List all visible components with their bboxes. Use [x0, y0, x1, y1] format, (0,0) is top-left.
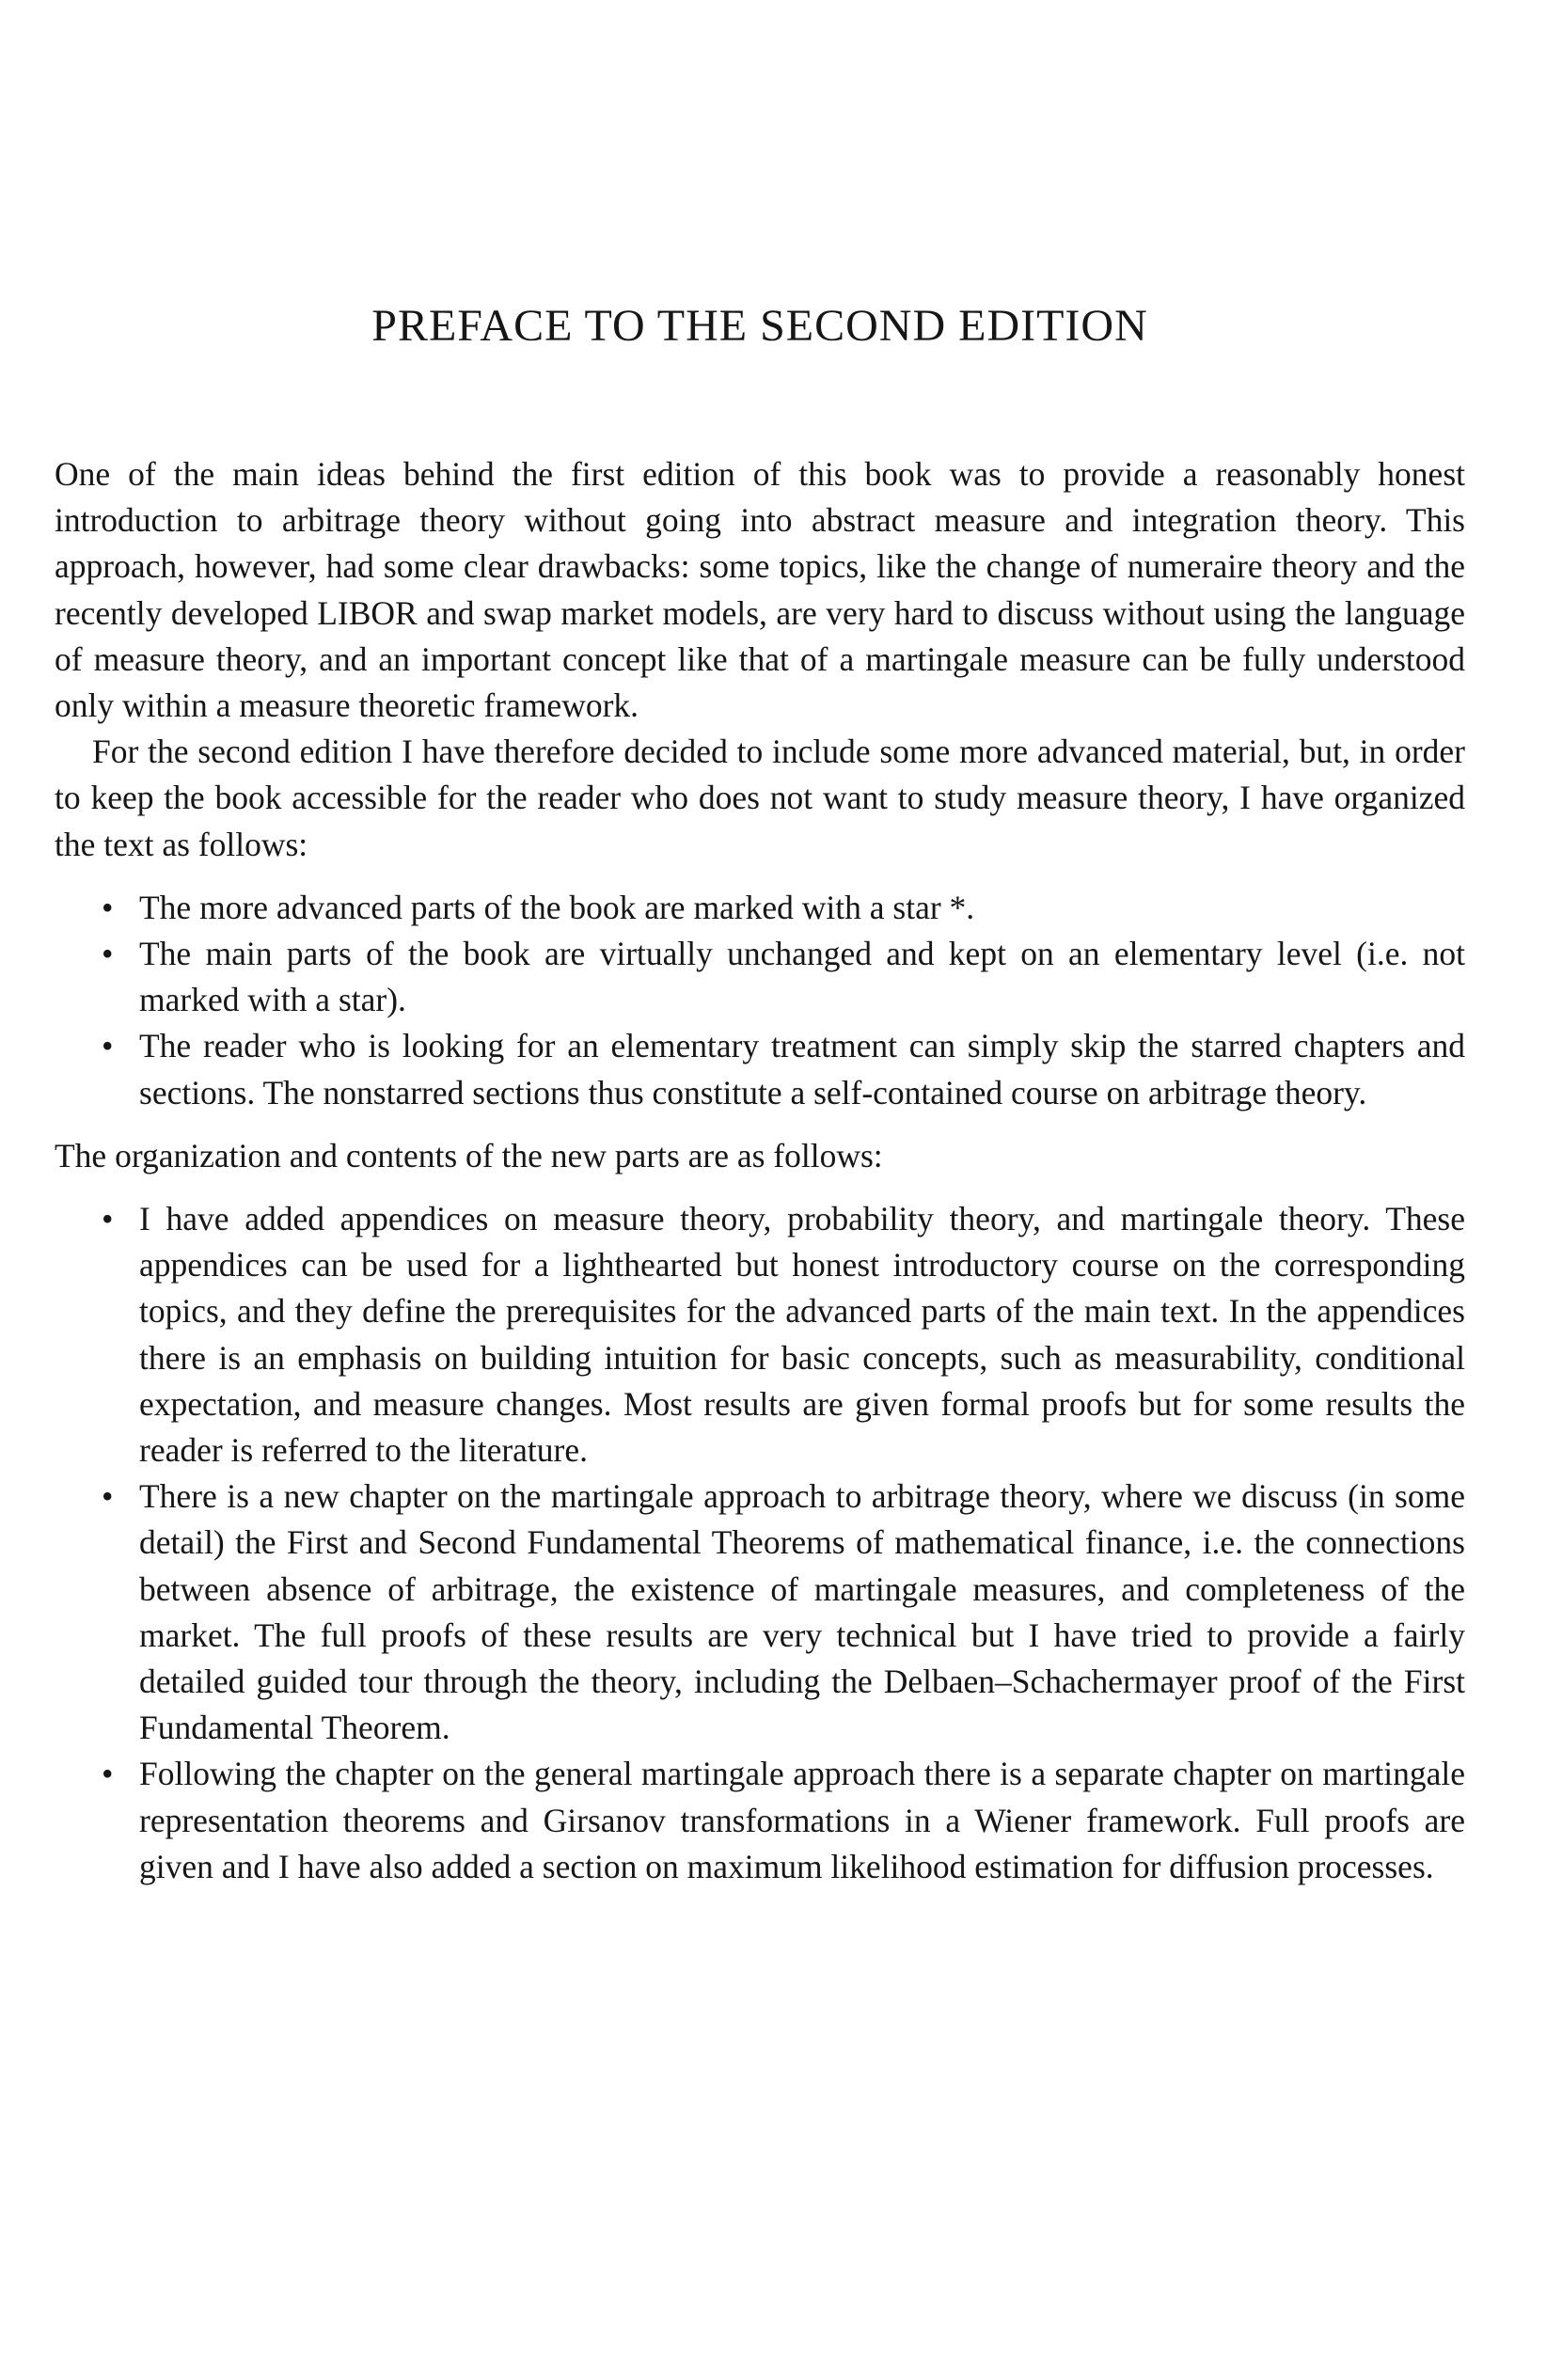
page-title: PREFACE TO THE SECOND EDITION: [371, 301, 1148, 351]
list-item-text: The main parts of the book are virtually unchanged and kept on an elementary level (i.e. not marked with a star).: [139, 935, 1465, 1019]
bullet-icon: •: [102, 1027, 114, 1065]
bullet-icon: •: [102, 1477, 114, 1516]
document-page: [55, 0, 1465, 2380]
paragraph-contents: The organization and contents of the new parts are as follows:: [55, 1136, 883, 1174]
bullet-icon: •: [102, 1755, 114, 1793]
list-item: [55, 1196, 1465, 1474]
list-item-text: The more advanced parts of the book are marked with a star *.: [139, 888, 975, 926]
preface-body: [55, 451, 1465, 1890]
list-item-text: Following the chapter on the general martingale approach there is a separate chapter on martingale representation theorems and Girsanov transformations in a Wiener framework. Full proofs are given and I have also added a section on maximum likelihood estimation for diffusion processes.: [139, 1755, 1465, 1885]
bullet-icon: •: [102, 888, 114, 926]
list-item: [55, 1474, 1465, 1751]
list-item: [55, 1023, 1465, 1115]
list-item: [55, 931, 1465, 1023]
bullet-icon: •: [102, 935, 114, 973]
list-item-text: The reader who is looking for an elementary treatment can simply skip the starred chapters and sections. The nonstarred sections thus constitute a self-contained course on arbitrage theory.: [139, 1027, 1465, 1111]
organization-list: [55, 885, 1465, 1116]
paragraph-second-edition: For the second edition I have therefore decided to include some more advanced material, but, in order to keep the book accessible for the reader who does not want to study measure theory, I have organized the text as follows:: [55, 733, 1465, 863]
list-item: [55, 1751, 1465, 1890]
list-item-text: I have added appendices on measure theory, probability theory, and martingale theory. These appendices can be used for a lighthearted but honest introductory course on the corresponding topics, and they define the prerequisites for the advanced parts of the main text. In the appendices there is an emphasis on building intuition for basic concepts, such as measurability, conditional expectation, and measure changes. Most results are given formal proofs but for some results the reader is referred to the literature.: [139, 1200, 1465, 1470]
paragraph-intro: One of the main ideas behind the first edition of this book was to provide a reasonably honest introduction to arbitrage theory without going into abstract measure and integration theory. This approach, however, had some clear drawbacks: some topics, like the change of numeraire theory and the recently developed LIBOR and swap market models, are very hard to discuss without using the language of measure theory, and an important concept like that of a martingale measure can be fully understood only within a measure theoretic framework.: [55, 455, 1465, 725]
list-item: [55, 885, 1465, 931]
new-parts-list: [55, 1196, 1465, 1890]
bullet-icon: •: [102, 1200, 114, 1238]
list-item-text: There is a new chapter on the martingale approach to arbitrage theory, where we discuss (in some detail) the First and Second Fundamental Theorems of mathematical finance, i.e. the connections between absence of arbitrage, the existence of martingale measures, and completeness of the market. The full proofs of these results are very technical but I have tried to provide a fairly detailed guided tour through the theory, including the Delbaen–Schachermayer proof of the First Fundamental Theorem.: [139, 1477, 1465, 1747]
